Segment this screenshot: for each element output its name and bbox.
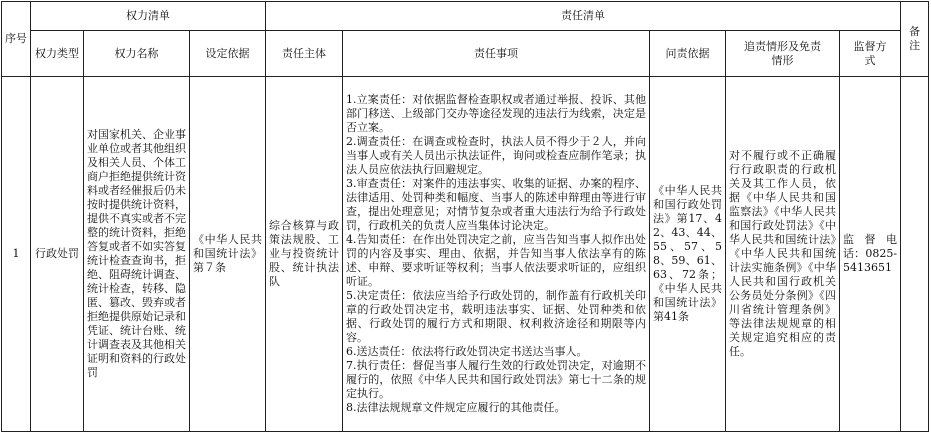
row-power-type: 行政处罚 [31, 77, 84, 432]
header-power-name: 权力名称 [84, 31, 190, 77]
row-matters [343, 77, 650, 432]
row-accountability-basis: 《中华人民共和国行政处罚法》第17、42、43、44、55、57、58、59、61、63、72条；《中华人民共和国统计法》第41条 [650, 77, 726, 432]
header-seq: 序号 [2, 2, 31, 77]
header-responsibility-list: 责任清单 [266, 2, 901, 31]
header-matters: 责任事项 [343, 31, 650, 77]
row-subject: 综合核算与政策法规股、工业与投资统计股、统计执法队 [266, 77, 343, 432]
row-remarks [901, 77, 929, 432]
header-exemption: 追责情形及免责情形 [726, 31, 840, 77]
row-seq: 1 [2, 77, 31, 432]
matter-item: 6.送达责任：依法将行政处罚决定书送达当事人。 [346, 345, 588, 358]
matter-item: 4.告知责任：在作出处罚决定之前，应当告知当事人拟作出处罚的内容及事实、理由、依据，并告知当事人依法享有的陈述、申辩、要求听证等权利；当事人依法要求听证的，应组织听证。 [346, 233, 646, 288]
header-supervision: 监督方式 [840, 31, 901, 77]
header-basis: 设定依据 [190, 31, 266, 77]
row-exemption: 对不履行或不正确履行行政职责的行政机关及其工作人员，依据《中华人民共和国监察法》《中华人民共和国行政处罚法》《中华人民共和国统计法》《中华人民共和国统计法实施条例》《中华人民共和国行政机关公务员处分条例》《四川省统计管理条例》等法律法规规章的相关规定追究相应的责任。 [726, 77, 840, 432]
header-power-type: 权力类型 [31, 31, 84, 77]
row-basis: 《中华人民共和国统计法》第７条 [190, 77, 266, 432]
row-power-name: 对国家机关、企业事业单位或者其他组织及相关人员、个体工商户拒绝提供统计资料或者经催报后仍未按时提供统计资料，提供不真实或者不完整的统计资料，拒绝答复或者不如实答复统计检查查询书，拒绝、阻碍统计调查、统计检查，转移、隐匿、篡改、毁弃或者拒绝提供原始记录和凭证、统计台账、统计调查表及其他相关证明和资料的行政处罚 [84, 77, 190, 432]
matter-item: 2.调查责任：在调查或检查时，执法人员不得少于２人，并向当事人或有关人员出示执法证件，询问或检查应制作笔录；执法人员应依法执行回避规定。 [346, 135, 646, 176]
header-power-list: 权力清单 [31, 2, 266, 31]
matter-item: 7.执行责任：督促当事人履行生效的行政处罚决定，对逾期不履行的，依照《中华人民共和国行政处罚法》第七十二条的规定执行。 [346, 359, 646, 400]
header-accountability-basis: 问责依据 [650, 31, 726, 77]
matter-item: 8.法律法规规章文件规定应履行的其他责任。 [346, 401, 566, 414]
matter-item: 5.决定责任：依法应当给予行政处罚的，制作盖有行政机关印章的行政处罚决定书，载明违法事实、证据、处罚种类和依据、行政处罚的履行方式和期限、权利救济途径和期限等内容。 [346, 289, 646, 344]
header-remarks: 备注 [901, 2, 929, 77]
matter-item: 3.审查责任：对案件的违法事实、收集的证据、办案的程序、法律适用、处罚种类和幅度、当事人的陈述申辩理由等进行审查，提出处理意见；对情节复杂或者重大违法行为给予行政处罚，行政机关的负责人应当集体讨论决定。 [346, 177, 646, 232]
header-subject: 责任主体 [266, 31, 343, 77]
power-responsibility-table [1, 1, 929, 432]
matter-item: 1.立案责任：对依据监督检查职权或者通过举报、投诉、其他部门移送、上级部门交办等途径发现的违法行为线索，决定是否立案。 [346, 93, 646, 134]
row-supervision: 监督电话：0825-5413651 [840, 77, 901, 432]
